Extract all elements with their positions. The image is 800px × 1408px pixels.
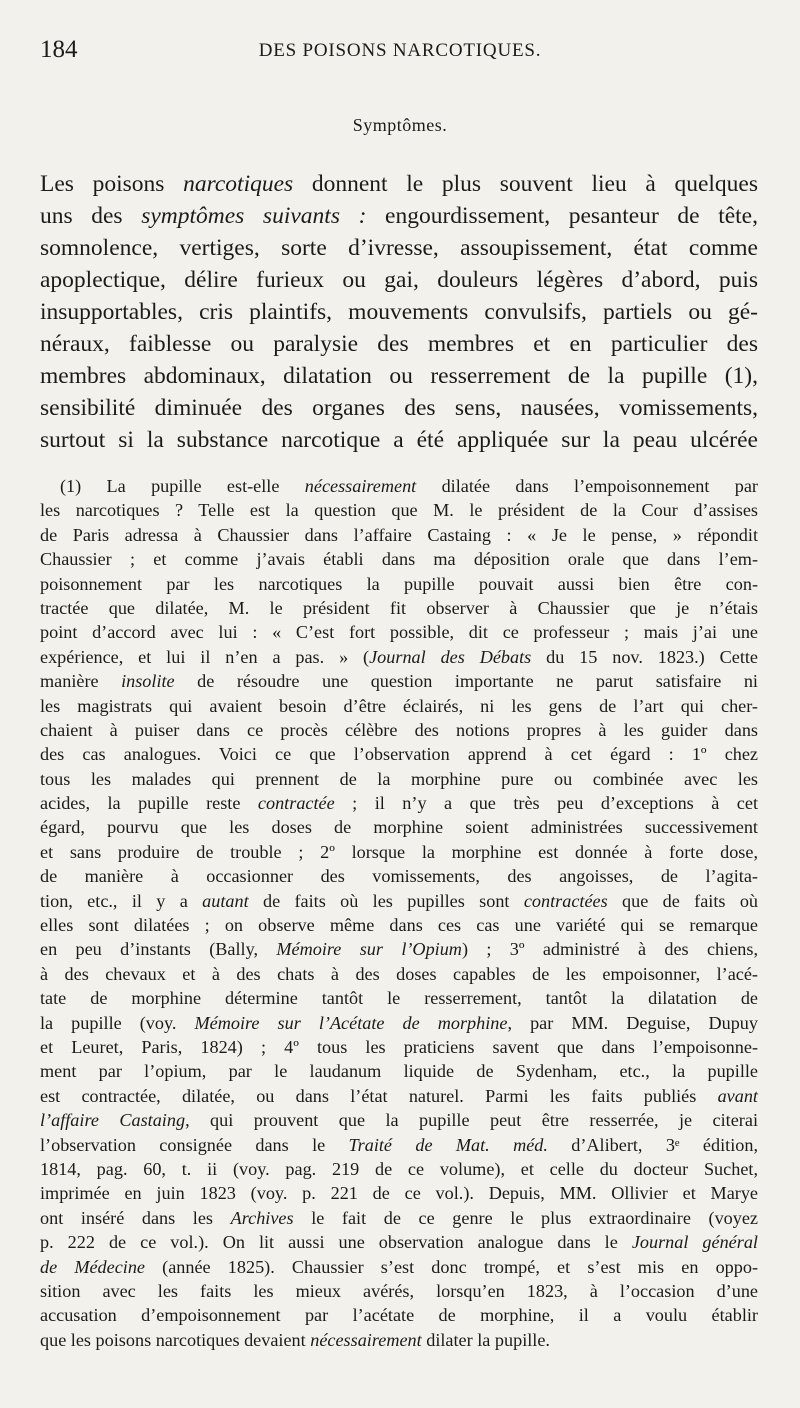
footnote-line [40, 1181, 758, 1205]
footnote-line [40, 962, 758, 986]
italic-text: l’affaire Castaing [40, 1110, 186, 1131]
text-segment: (année 1825). Chaussier s’est donc trompé, et s’est mis en oppo- [145, 1256, 758, 1277]
text-segment: Les poisons [40, 171, 184, 197]
italic-text: nécessairement [310, 1329, 422, 1350]
italic-text: Mémoire sur l’Opium [276, 939, 462, 960]
italic-text: contractée [257, 793, 335, 814]
italic-text: nécessairement [304, 476, 417, 496]
text-segment: en peu d’instants (Bally, [40, 939, 277, 960]
text-segment: que de faits où [607, 890, 759, 911]
text-segment: chaient à puiser dans ce procès célèbre des notions propres à les guider dans [40, 719, 758, 740]
footnote-line [40, 572, 758, 596]
footnote-line [40, 523, 758, 547]
footnote-line [40, 1084, 758, 1108]
italic-text: insolite [121, 671, 175, 692]
text-segment: dilater la pupille. [421, 1329, 550, 1350]
italic-text: narcotiques [183, 171, 294, 197]
section-title: Symptômes. [352, 115, 448, 135]
text-line [40, 424, 758, 456]
text-segment: ; il n’y a que très peu d’exceptions à cet [334, 793, 759, 814]
footnote-line [40, 1303, 758, 1327]
text-segment: imprimée en juin 1823 (voy. p. 221 de ce vol.). Depuis, MM. Ollivier et Marye [40, 1183, 758, 1204]
text-segment: est contractée, dilatée, ou dans l’état naturel. Parmi les faits publiés [40, 1085, 718, 1106]
footnote-line [40, 1035, 758, 1059]
text-segment: manière [40, 671, 122, 692]
italic-text: Archives [230, 1207, 294, 1228]
text-segment: apoplectique, délire furieux ou gai, douleurs légères d’abord, puis [40, 267, 758, 293]
text-line [40, 328, 758, 360]
text-segment: de résoudre une question importante ne parut satisfaire ni [174, 671, 758, 692]
text-segment: insupportables, cris plaintifs, mouvements convulsifs, partiels ou gé- [40, 299, 758, 325]
text-segment: acides, la pupille reste [40, 793, 258, 814]
footnote-line [40, 1279, 758, 1303]
footnote-line [40, 742, 758, 766]
italic-text: contractées [523, 890, 608, 911]
footnote-line [40, 620, 758, 644]
italic-text: autant [202, 890, 249, 911]
text-segment: donnent le plus souvent lieu à quelques [293, 171, 759, 197]
footnote-line [40, 1206, 758, 1230]
footnote-line [40, 474, 758, 498]
text-segment: ) ; 3º administré à des chiens, [461, 939, 758, 960]
footnote-line [40, 913, 758, 937]
text-segment: du 15 nov. 1823.) Cette [531, 646, 758, 667]
text-segment: la pupille (voy. [40, 1012, 195, 1033]
text-segment: néraux, faiblesse ou paralysie des membres et en particulier des [40, 331, 758, 357]
page-number: 184 [40, 36, 78, 63]
text-segment: de faits où les pupilles sont [248, 890, 524, 911]
text-segment: l’observation consignée dans le [40, 1134, 349, 1155]
text-segment: le fait de ce genre le plus extraordinaire (voyez [293, 1207, 758, 1228]
footnote-line [40, 1157, 758, 1181]
footnote-line [40, 840, 758, 864]
footnote-line [40, 1255, 758, 1279]
text-segment: sition avec les faits les mieux avérés, lorsqu’en 1823, à l’occasion d’une [40, 1280, 758, 1301]
text-segment: que les poisons narcotiques devaient [40, 1329, 311, 1350]
text-segment: les narcotiques ? Telle est la question que M. le président de la Cour d’assises [40, 500, 758, 521]
text-segment: , qui prouvent que la pupille peut être resserrée, je citerai [185, 1110, 758, 1131]
text-line [40, 392, 758, 424]
italic-text: Journal général [631, 1232, 758, 1253]
text-segment: poisonnement par les narcotiques la pupille pouvait aussi bien être con- [40, 573, 758, 594]
text-segment: des cas analogues. Voici ce que l’observation apprend à cet égard : 1º chez [40, 744, 758, 765]
text-segment: tion, etc., il y a [40, 890, 203, 911]
text-segment: p. 222 de ce vol.). On lit aussi une observation analogue dans le [40, 1232, 632, 1253]
text-segment: point d’accord avec lui : « C’est fort possible, dit ce professeur ; mais j’ai une [40, 622, 758, 643]
text-segment: 1814, pag. 60, t. ii (voy. pag. 219 de ce volume), et celle du docteur Suchet, [40, 1158, 758, 1179]
text-segment: égard, pourvu que les doses de morphine soient administrées successivement [40, 817, 758, 838]
footnote-line [40, 1011, 758, 1035]
text-segment: accusation d’empoisonnement par l’acétate de morphine, il a voulu établir [40, 1305, 758, 1326]
text-segment: les magistrats qui avaient besoin d’être éclairés, ni les gens de l’art qui cher- [40, 695, 758, 716]
text-segment: tractée que dilatée, M. le président fit observer à Chaussier que je n’étais [40, 597, 758, 618]
footnote-line [40, 889, 758, 913]
italic-text: Traité de Mat. méd. [348, 1134, 548, 1155]
text-segment: sensibilité diminuée des organes des sens, nausées, vomissements, [40, 395, 758, 421]
text-segment: de manière à occasionner des vomissements, des angoisses, de l’agita- [40, 866, 758, 887]
text-segment: Chaussier ; et comme j’avais établi dans ma déposition orale que dans l’em- [40, 549, 758, 570]
text-segment: , par MM. Deguise, Dupuy [507, 1012, 758, 1033]
text-line [40, 264, 758, 296]
text-segment: (1) La pupille est-elle [60, 476, 305, 496]
footnote-line [40, 1059, 758, 1083]
text-segment: à des chevaux et à des chats à des doses capables de les empoisonner, l’acé- [40, 963, 758, 984]
text-line [40, 360, 758, 392]
footnote-line [40, 547, 758, 571]
text-segment: uns des [40, 203, 142, 229]
text-line [40, 296, 758, 328]
text-line [40, 200, 758, 232]
text-segment: de Paris adressa à Chaussier dans l’affaire Castaing : « Je le pense, » répondit [40, 524, 758, 545]
text-segment: membres abdominaux, dilatation ou resserrement de la pupille (1), [40, 363, 758, 389]
text-segment: et Leuret, Paris, 1824) ; 4º tous les praticiens savent que dans l’empoisonne- [40, 1036, 758, 1057]
footnote-line [40, 718, 758, 742]
italic-text: Mémoire sur l’Acétate de morphine [194, 1012, 508, 1033]
footnote-line [40, 864, 758, 888]
footnote-line [40, 645, 758, 669]
footnote-line [40, 791, 758, 815]
footnote-line [40, 1108, 758, 1132]
footnote-line [40, 815, 758, 839]
footnote-line [40, 937, 758, 961]
italic-text: symptômes suivants : [141, 203, 367, 229]
text-segment: et sans produire de trouble ; 2º lorsque la morphine est donnée à forte dose, [40, 841, 758, 862]
text-segment: dilatée dans l’empoisonnement par [416, 476, 758, 496]
running-head: DES POISONS NARCOTIQUES. [258, 40, 542, 61]
footnote-line [40, 694, 758, 718]
text-segment: surtout si la substance narcotique a été appliquée sur la peau ulcérée [40, 427, 758, 453]
text-segment: ont inséré dans les [40, 1207, 231, 1228]
text-segment: somnolence, vertiges, sorte d’ivresse, assoupissement, état comme [40, 235, 758, 261]
page-header [40, 36, 760, 66]
italic-text: de Médecine [40, 1256, 146, 1277]
footnote-line [40, 986, 758, 1010]
text-segment: expérience, et lui il n’en a pas. » ( [40, 646, 370, 667]
italic-text: avant [717, 1085, 758, 1106]
footnote-line [40, 596, 758, 620]
italic-text: Journal des Débats [369, 646, 532, 667]
footnote-line [40, 1133, 758, 1157]
footnote-line [40, 1328, 758, 1352]
footnote-line [40, 1230, 758, 1254]
text-line [40, 168, 758, 200]
text-segment: tous les malades qui prennent de la morphine pure ou combinée avec les [40, 768, 758, 789]
text-segment: ment par l’opium, par le laudanum liquide de Sydenham, etc., la pupille [40, 1061, 758, 1082]
footnote [40, 474, 758, 1352]
text-segment: engourdissement, pesanteur de tête, [366, 203, 758, 229]
footnote-line [40, 767, 758, 791]
footnote-line [40, 669, 758, 693]
footnote-line [40, 498, 758, 522]
text-segment: d’Alibert, 3ᵉ édition, [547, 1134, 758, 1155]
main-paragraph [40, 168, 758, 456]
text-segment: tate de morphine détermine tantôt le resserrement, tantôt la dilatation de [40, 988, 758, 1009]
text-line [40, 232, 758, 264]
text-segment: elles sont dilatées ; on observe même dans ces cas une variété qui se remarque [40, 915, 758, 936]
